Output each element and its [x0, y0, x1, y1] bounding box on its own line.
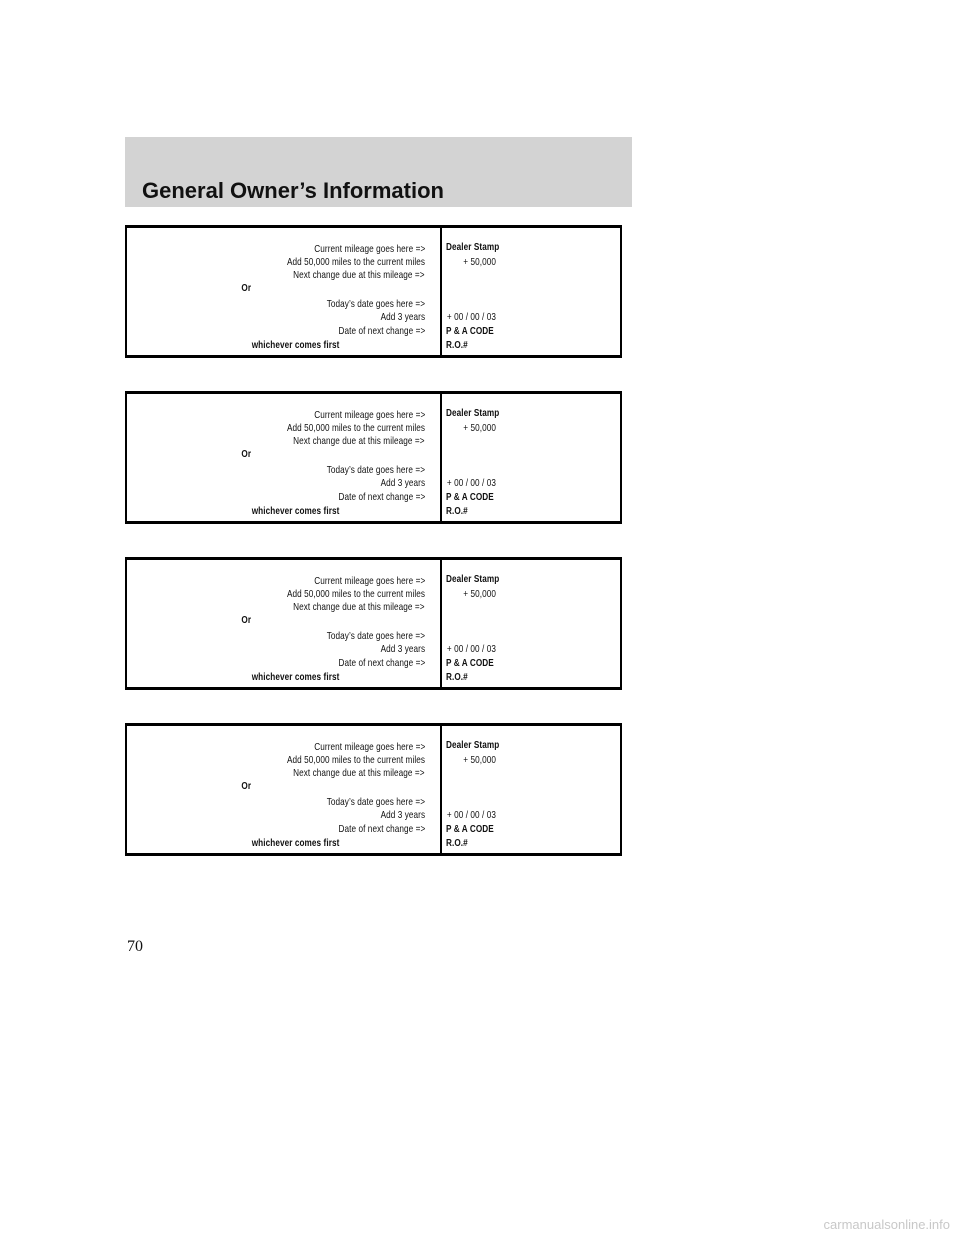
column-divider — [440, 228, 442, 355]
next-change-mileage-text: Next change due at this mileage => — [293, 601, 425, 613]
ro-text: R.O.# — [446, 837, 468, 849]
ro-text: R.O.# — [446, 505, 468, 517]
column-divider — [440, 560, 442, 687]
service-record-box — [125, 225, 622, 358]
current-mileage-text: Current mileage goes here => — [313, 575, 425, 587]
service-record-box — [125, 723, 622, 856]
todays-date-text: Today’s date goes here => — [326, 298, 425, 310]
dealer-stamp-text: Dealer Stamp — [446, 241, 500, 253]
pa-code-text: P & A CODE — [446, 491, 494, 503]
add-years-text: Add 3 years — [380, 809, 425, 821]
whichever-text: whichever comes first — [251, 505, 339, 517]
section-title: General Owner’s Information — [142, 178, 444, 203]
or-text: Or — [241, 780, 252, 792]
date-next-change-text: Date of next change => — [338, 823, 425, 835]
or-text: Or — [241, 282, 252, 294]
todays-date-text: Today’s date goes here => — [326, 464, 425, 476]
current-mileage-text: Current mileage goes here => — [313, 741, 425, 753]
column-divider — [440, 394, 442, 521]
pa-code-text: P & A CODE — [446, 325, 494, 337]
add-years-value-text: + 00 / 00 / 03 — [446, 477, 496, 489]
add-years-text: Add 3 years — [380, 477, 425, 489]
add-miles-value-text: + 50,000 — [463, 422, 496, 434]
date-next-change-text: Date of next change => — [338, 491, 425, 503]
todays-date-text: Today’s date goes here => — [326, 630, 425, 642]
add-miles-text: Add 50,000 miles to the current miles — [286, 256, 425, 268]
next-change-mileage-text: Next change due at this mileage => — [293, 435, 425, 447]
service-record-box — [125, 391, 622, 524]
add-miles-text: Add 50,000 miles to the current miles — [286, 422, 425, 434]
add-miles-value-text: + 50,000 — [463, 256, 496, 268]
add-miles-text: Add 50,000 miles to the current miles — [286, 588, 425, 600]
date-next-change-text: Date of next change => — [338, 657, 425, 669]
add-miles-value-text: + 50,000 — [463, 588, 496, 600]
whichever-text: whichever comes first — [251, 837, 339, 849]
next-change-mileage-text: Next change due at this mileage => — [293, 269, 425, 281]
add-years-text: Add 3 years — [380, 311, 425, 323]
whichever-text: whichever comes first — [251, 339, 339, 351]
pa-code-text: P & A CODE — [446, 823, 494, 835]
ro-text: R.O.# — [446, 671, 468, 683]
or-text: Or — [241, 614, 252, 626]
column-divider — [440, 726, 442, 853]
next-change-mileage-text: Next change due at this mileage => — [293, 767, 425, 779]
current-mileage-text: Current mileage goes here => — [313, 409, 425, 421]
whichever-text: whichever comes first — [251, 671, 339, 683]
add-years-value-text: + 00 / 00 / 03 — [446, 643, 496, 655]
ro-text: R.O.# — [446, 339, 468, 351]
todays-date-text: Today’s date goes here => — [326, 796, 425, 808]
page-number: 70 — [127, 938, 143, 955]
add-miles-value-text: + 50,000 — [463, 754, 496, 766]
current-mileage-text: Current mileage goes here => — [313, 243, 425, 255]
date-next-change-text: Date of next change => — [338, 325, 425, 337]
dealer-stamp-text: Dealer Stamp — [446, 407, 500, 419]
dealer-stamp-text: Dealer Stamp — [446, 739, 500, 751]
add-years-value-text: + 00 / 00 / 03 — [446, 311, 496, 323]
watermark: carmanualsonline.info — [823, 1217, 950, 1232]
dealer-stamp-text: Dealer Stamp — [446, 573, 500, 585]
service-record-box — [125, 557, 622, 690]
add-miles-text: Add 50,000 miles to the current miles — [286, 754, 425, 766]
add-years-text: Add 3 years — [380, 643, 425, 655]
or-text: Or — [241, 448, 252, 460]
add-years-value-text: + 00 / 00 / 03 — [446, 809, 496, 821]
pa-code-text: P & A CODE — [446, 657, 494, 669]
